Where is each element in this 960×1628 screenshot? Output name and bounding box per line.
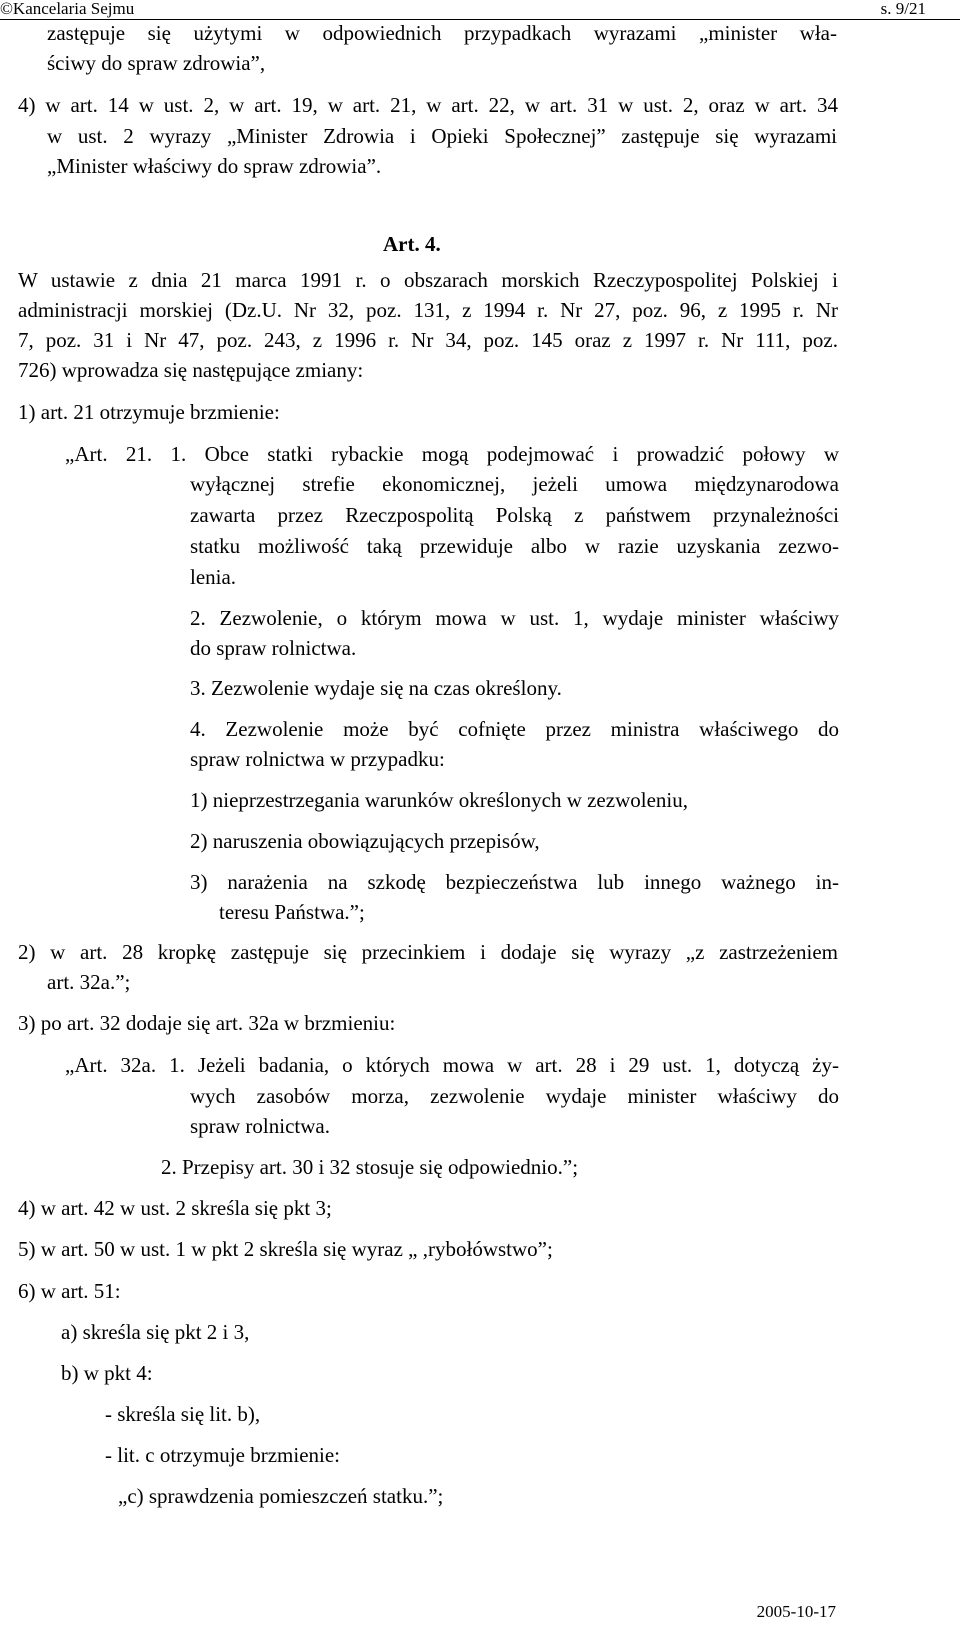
quoted-text-line: lenia. bbox=[190, 565, 237, 589]
text-line: ściwy do spraw zdrowia”, bbox=[47, 51, 266, 75]
list-item: 6) w art. 51: bbox=[18, 1279, 121, 1303]
quoted-text-line: „c) sprawdzenia pomieszczeń statku.”; bbox=[118, 1484, 444, 1508]
quoted-text-line: wych zasobów morza, zezwolenie wydaje minister właściwy do bbox=[190, 1084, 839, 1108]
text-line: art. 32a.”; bbox=[47, 970, 131, 994]
list-item: 3) po art. 32 dodaje się art. 32a w brzmieniu: bbox=[18, 1011, 396, 1035]
text-line: 7, poz. 31 i Nr 47, poz. 243, z 1996 r. Nr 34, poz. 145 oraz z 1997 r. Nr 111, poz. bbox=[18, 328, 838, 352]
text-line: zastępuje się użytymi w odpowiednich przypadkach wyrazami „minister wła- bbox=[47, 21, 837, 45]
text-line: 726) wprowadza się następujące zmiany: bbox=[18, 358, 364, 382]
list-item: 1) art. 21 otrzymuje brzmienie: bbox=[18, 400, 280, 424]
sub-list-item: - lit. c otrzymuje brzmienie: bbox=[105, 1443, 340, 1467]
footer-date: 2005-10-17 bbox=[756, 1602, 836, 1621]
quoted-text-line: spraw rolnictwa. bbox=[190, 1114, 330, 1138]
list-item: 5) w art. 50 w ust. 1 w pkt 2 skreśla się wyraz „ ,rybołówstwo”; bbox=[18, 1237, 553, 1261]
quoted-text-line: spraw rolnictwa w przypadku: bbox=[190, 747, 445, 771]
quoted-text-line: statku możliwość taką przewiduje albo w razie uzyskania zezwo- bbox=[190, 534, 839, 558]
list-item: 4) w art. 14 w ust. 2, w art. 19, w art. 21, w art. 22, w art. 31 w ust. 2, oraz w art. 34 bbox=[18, 93, 838, 117]
sub-list-item: b) w pkt 4: bbox=[61, 1361, 153, 1385]
sub-list-item: - skreśla się lit. b), bbox=[105, 1402, 261, 1426]
sub-list-item: teresu Państwa.”; bbox=[219, 900, 365, 924]
quoted-text-line: „Art. 32a. 1. Jeżeli badania, o których mowa w art. 28 i 29 ust. 1, dotyczą ży- bbox=[65, 1053, 839, 1077]
quoted-text-line: do spraw rolnictwa. bbox=[190, 636, 357, 660]
sub-list-item: 1) nieprzestrzegania warunków określonych w zezwoleniu, bbox=[190, 788, 688, 812]
list-item: 4) w art. 42 w ust. 2 skreśla się pkt 3; bbox=[18, 1196, 332, 1220]
sub-list-item: 3) narażenia na szkodę bezpieczeństwa lub innego ważnego in- bbox=[190, 870, 839, 894]
text-line: administracji morskiej (Dz.U. Nr 32, poz. 131, z 1994 r. Nr 27, poz. 96, z 1995 r. Nr bbox=[18, 298, 838, 322]
header-page-number: s. 9/21 bbox=[880, 0, 926, 18]
quoted-text-line: zawarta przez Rzeczpospolitą Polską z państwem przynależności bbox=[190, 503, 839, 527]
quoted-text-line: 2. Przepisy art. 30 i 32 stosuje się odpowiednio.”; bbox=[161, 1155, 579, 1179]
quoted-text-line: 2. Zezwolenie, o którym mowa w ust. 1, wydaje minister właściwy bbox=[190, 606, 839, 630]
sub-list-item: a) skreśla się pkt 2 i 3, bbox=[61, 1320, 250, 1344]
text-line: W ustawie z dnia 21 marca 1991 r. o obszarach morskich Rzeczypospolitej Polskiej i bbox=[18, 268, 838, 292]
text-line: w ust. 2 wyrazy „Minister Zdrowia i Opieki Społecznej” zastępuje się wyrazami bbox=[47, 124, 837, 148]
sub-list-item: 2) naruszenia obowiązujących przepisów, bbox=[190, 829, 540, 853]
quoted-text-line: 4. Zezwolenie może być cofnięte przez ministra właściwego do bbox=[190, 717, 839, 741]
quoted-text-line: wyłącznej strefie ekonomicznej, jeżeli umowa międzynarodowa bbox=[190, 472, 839, 496]
article-heading: Art. 4. bbox=[383, 232, 441, 256]
quoted-text-line: 3. Zezwolenie wydaje się na czas określony. bbox=[190, 676, 562, 700]
header-source: ©Kancelaria Sejmu bbox=[0, 0, 135, 18]
quoted-text-line: „Art. 21. 1. Obce statki rybackie mogą podejmować i prowadzić połowy w bbox=[65, 442, 839, 466]
list-item: 2) w art. 28 kropkę zastępuje się przecinkiem i dodaje się wyrazy „z zastrzeżeniem bbox=[18, 940, 838, 964]
text-line: „Minister właściwy do spraw zdrowia”. bbox=[47, 154, 382, 178]
